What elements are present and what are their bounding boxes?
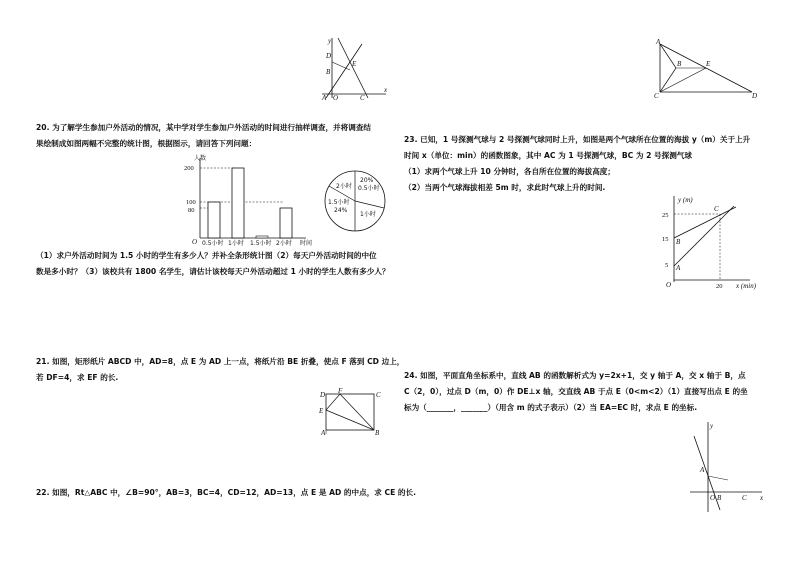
- figure-q21-rectangle: [316, 388, 386, 436]
- label-O: O: [333, 94, 339, 102]
- figure-top-left-lines: [318, 36, 390, 102]
- q23-ytick-5: 5: [665, 262, 669, 269]
- bar-1.5h: [256, 236, 268, 238]
- bar-ytick-200: 200: [184, 165, 194, 172]
- bar-ylabel: 人数: [194, 155, 207, 162]
- pie-pct-0.5h: 20%: [360, 177, 374, 184]
- tr-label-A: A: [656, 38, 661, 46]
- figure-q24-graph: [686, 420, 766, 514]
- q24-label-y: y: [710, 422, 714, 430]
- q20-line3: （1）求户外活动时间为 1.5 小时的学生有多少人？并补全条形统计图（2）每天户外活动时间的中位: [36, 251, 377, 260]
- tr-label-E: E: [706, 60, 711, 68]
- q24-line1: 24. 如图，平面直角坐标系中，直线 AB 的函数解析式为 y=2x+1，交 y 轴于 A，交 x 轴于 B，点: [404, 371, 746, 380]
- q21-line1: 21. 如图，矩形纸片 ABCD 中，AD=8，点 E 为 AD 上一点，将纸片沿 BE 折叠，使点 F 落到 CD 边上，: [36, 357, 405, 366]
- q23-xtick-20: 20: [716, 283, 723, 290]
- q23-line3: （1）求两个气球上升 10 分钟时，各自所在位置的海拔高度；: [404, 167, 615, 176]
- bar-ytick-100: 100: [186, 199, 196, 206]
- bar-cat-1: 1小时: [228, 240, 244, 247]
- pie-label-0.5h: 0.5小时: [358, 185, 380, 192]
- q20-line1: 20. 为了解学生参加户外活动的情况，某中学对学生参加户外活动的时间进行抽样调查，并将调查结: [36, 123, 372, 132]
- bar-cat-3: 2小时: [276, 240, 292, 247]
- bar-chart: [180, 152, 320, 246]
- figure-top-right-triangle: [648, 38, 760, 100]
- bar-0.5h: [208, 202, 220, 238]
- q23-origin: O: [666, 281, 672, 289]
- label-B: B: [326, 68, 331, 76]
- q24-line3: 标为（_______，_______）（用含 m 的式子表示）（2）当 EA=EC 时，求点 E 的坐标.: [404, 403, 698, 412]
- q21-label-E: E: [319, 407, 324, 415]
- label-E: E: [352, 60, 357, 68]
- q24-label-x: x: [760, 494, 764, 502]
- pie-label-1h: 1小时: [360, 211, 376, 218]
- bar-1h: [232, 168, 244, 238]
- q24-label-O: O: [710, 494, 716, 502]
- tr-label-B: B: [677, 60, 682, 68]
- bar-xlabel: 时间: [300, 240, 313, 247]
- q24-label-B: B: [717, 494, 722, 502]
- q24-label-A: A: [700, 466, 705, 474]
- q23-line4: （2）当两个气球海拔相差 5m 时，求此时气球上升的时间.: [404, 183, 606, 192]
- q21-label-D: D: [320, 391, 326, 399]
- q21-label-B: B: [375, 429, 380, 437]
- q21-label-C: C: [376, 391, 381, 399]
- pie-chart: [320, 166, 390, 236]
- label-x: x: [384, 86, 388, 94]
- figure-q23-graph: [654, 194, 757, 290]
- pie-label-1.5h: 1.5小时: [328, 199, 350, 206]
- pie-pct-1.5h: 24%: [334, 207, 348, 214]
- q23-label-A: A: [676, 264, 681, 272]
- label-A: A: [322, 94, 327, 102]
- bar-2h: [280, 208, 292, 238]
- q23-line2: 时间 x（单位：min）的函数图象，其中 AC 为 1 号探测气球，BC 为 2 号探测气球: [404, 151, 692, 160]
- q20-line2: 果绘制成如图两幅不完整的统计图，根据图示，请回答下列问题：: [36, 139, 257, 148]
- q21-label-A: A: [321, 429, 326, 437]
- q23-xlabel: x (min): [736, 282, 757, 290]
- q23-line1: 23. 已知，1 号探测气球与 2 号探测气球同时上升，如图是两个气球所在位置的海拔 y（m）关于上升: [404, 135, 751, 144]
- q23-ytick-15: 15: [662, 236, 669, 243]
- q22-line1: 22. 如图，Rt△ABC 中，∠B=90°，AB=3，BC=4，CD=12，AD=13，点 E 是 AD 的中点，求 CE 的长.: [36, 488, 417, 497]
- pie-label-2h: 2小时: [336, 183, 352, 190]
- q21-line2: 若 DF=4，求 EF 的长.: [36, 373, 119, 382]
- q23-label-C: C: [714, 205, 719, 213]
- tr-label-C: C: [654, 92, 659, 100]
- q23-ylabel: y (m): [678, 196, 693, 204]
- label-y: y: [328, 37, 332, 45]
- q20-line4: 数是多小时？（3）该校共有 1800 名学生，请估计该校每天户外活动超过 1 小时的学生人数有多少人？: [36, 267, 390, 276]
- q24-line2: C（2，0），过点 D（m，0）作 DE⊥x 轴，交直线 AB 于点 E（0<m<2）（1）直接写出点 E 的坐: [404, 387, 748, 396]
- q23-ytick-25: 25: [662, 212, 669, 219]
- q23-label-B: B: [676, 238, 681, 246]
- label-C: C: [360, 94, 365, 102]
- bar-origin: O: [192, 238, 198, 246]
- bar-cat-0: 0.5小时: [202, 240, 224, 247]
- label-D: D: [326, 52, 332, 60]
- q24-label-C: C: [742, 494, 747, 502]
- bar-cat-2: 1.5小时: [250, 240, 272, 247]
- q21-label-F: F: [338, 387, 343, 395]
- bar-ytick-80: 80: [188, 207, 195, 214]
- tr-label-D: D: [752, 92, 758, 100]
